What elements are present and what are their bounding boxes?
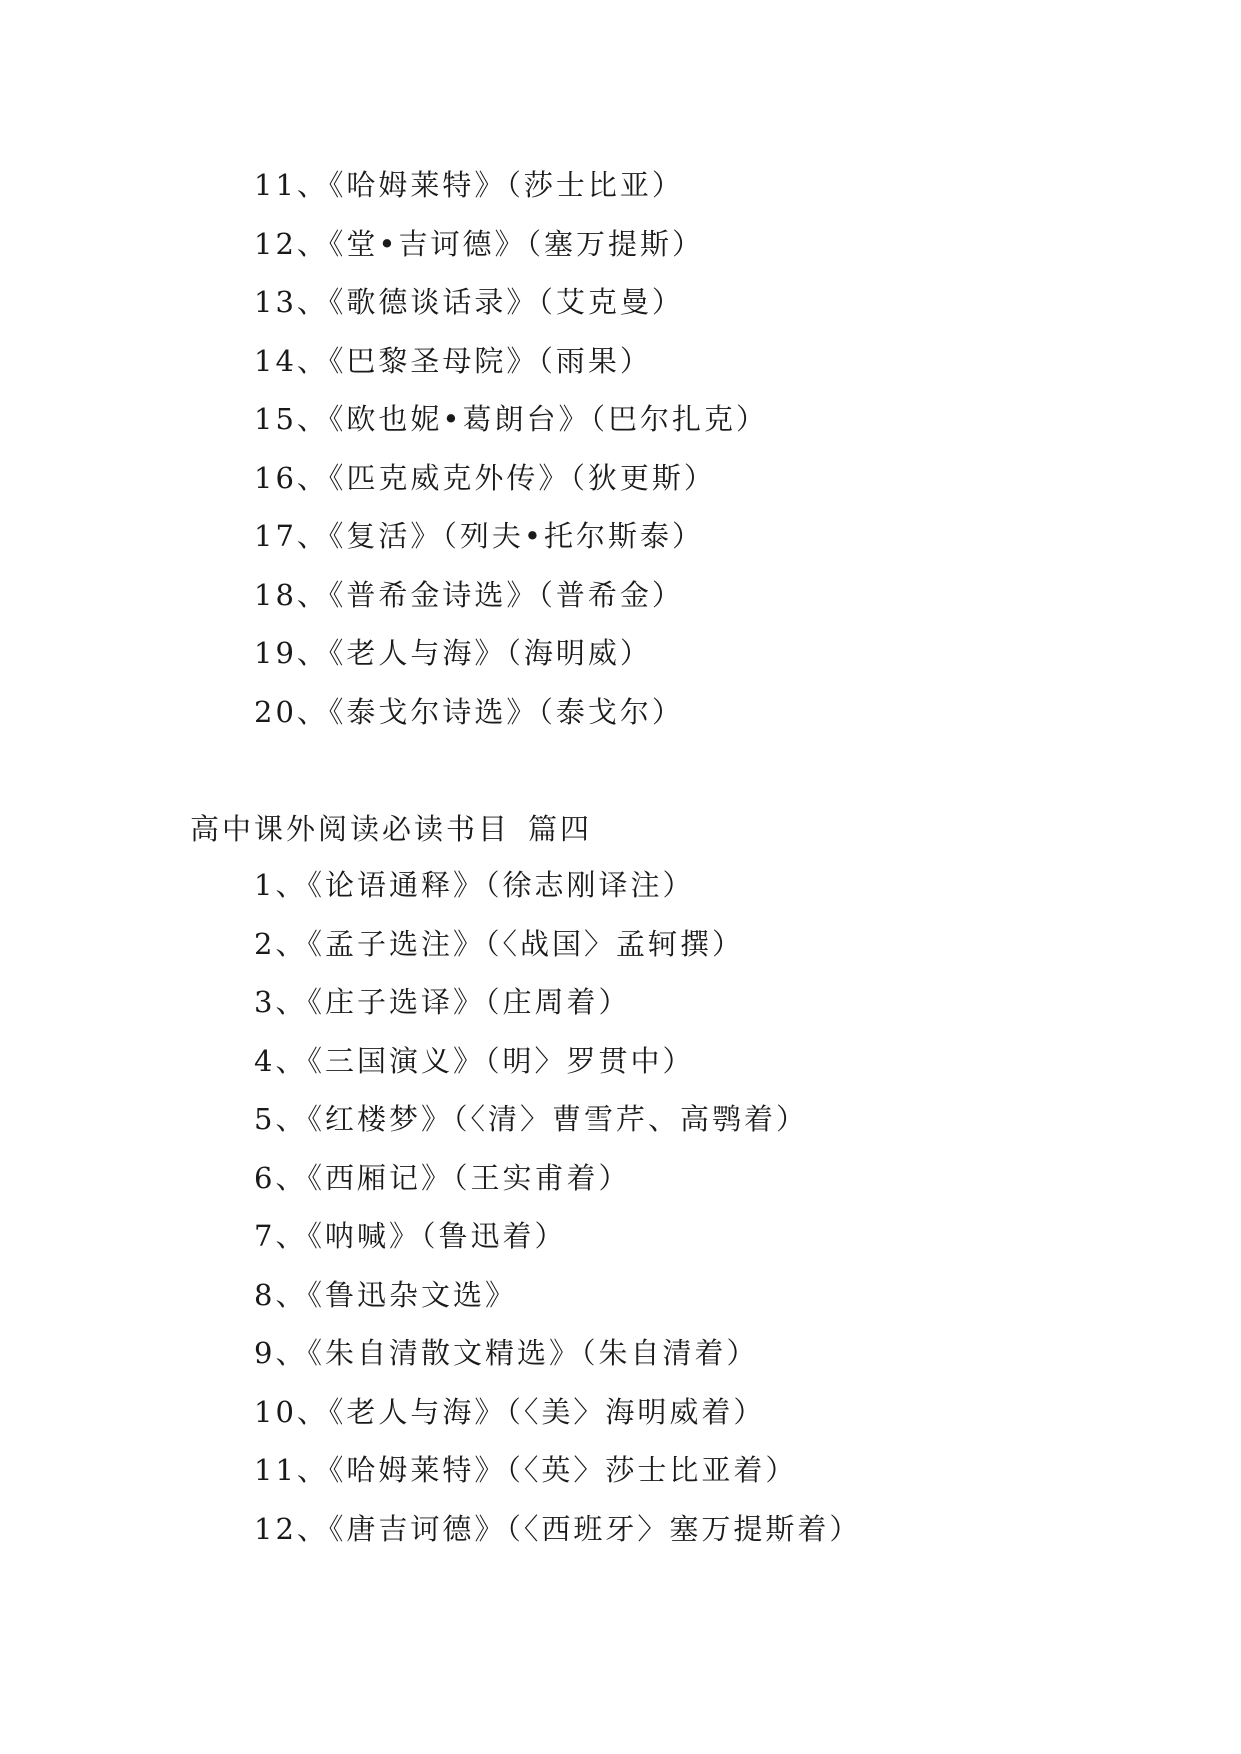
list-item: 17、《复活》（列夫•托尔斯泰） (254, 519, 705, 553)
section-title: 高中课外阅读必读书目 (190, 812, 511, 846)
list-item: 3、《庄子选译》（庄周着） (254, 985, 631, 1019)
list-item: 20、《泰戈尔诗选》（泰戈尔） (254, 694, 684, 729)
book-list-part-four (254, 856, 861, 1558)
list-item: 6、《西厢记》（王实甫着） (254, 1160, 631, 1195)
list-item: 16、《匹克威克外传》（狄更斯） (254, 460, 716, 495)
list-item: 12、《堂•吉诃德》（塞万提斯） (254, 226, 705, 261)
list-item: 10、《老人与海》（〈美〉海明威着） (254, 1394, 766, 1429)
list-item: 19、《老人与海》（海明威） (254, 636, 652, 670)
list-item: 4、《三国演义》（明〉罗贯中） (254, 1043, 695, 1078)
list-item: 12、《唐吉诃德》（〈西班牙〉塞万提斯着） (254, 1511, 862, 1546)
list-item: 15、《欧也妮•葛朗台》（巴尔扎克） (254, 402, 769, 436)
section-heading (190, 800, 592, 858)
list-item: 14、《巴黎圣母院》（雨果） (254, 343, 652, 378)
list-item: 1、《论语通释》（徐志刚译注） (254, 868, 695, 902)
list-item: 9、《朱自清散文精选》（朱自清着） (254, 1336, 759, 1370)
list-item: 2、《孟子选注》（〈战国〉孟轲撰） (254, 926, 744, 961)
list-item: 11、《哈姆莱特》（〈英〉莎士比亚着） (254, 1453, 798, 1487)
list-item: 7、《呐喊》（鲁迅着） (254, 1219, 567, 1253)
list-item: 11、《哈姆莱特》（莎士比亚） (254, 168, 684, 202)
section-part: 篇四 (528, 812, 593, 846)
list-item: 18、《普希金诗选》（普希金） (254, 577, 684, 612)
list-item: 8、《鲁迅杂文选》 (254, 1277, 517, 1312)
list-item: 5、《红楼梦》（〈清〉曹雪芹、高鹗着） (254, 1102, 808, 1136)
book-list-continued (254, 156, 768, 741)
list-item: 13、《歌德谈话录》（艾克曼） (254, 285, 684, 319)
